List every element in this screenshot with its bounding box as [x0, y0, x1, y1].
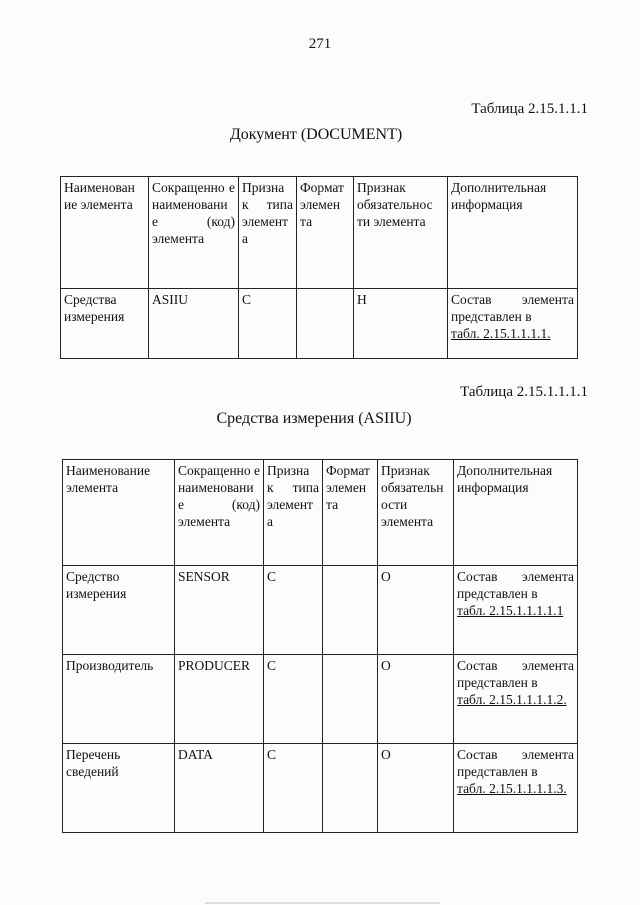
header-cell: Признак обязательн ости элемента: [378, 460, 454, 566]
table-row: [63, 655, 578, 744]
info-text: Состав элемента представлен в: [451, 292, 574, 324]
header-cell-text: Сокращенно е наименовани е (код) элемента: [152, 180, 235, 246]
header-cell: Наименование элемента: [63, 460, 175, 566]
header-cell: [264, 460, 323, 566]
cell-format: [323, 744, 378, 833]
table2-id: Таблица 2.15.1.1.1.1: [460, 384, 588, 400]
cell-code: DATA: [175, 744, 264, 833]
header-cell-text: Призна к типа элемент а: [267, 463, 319, 529]
table-row: [63, 744, 578, 833]
cell-required: О: [378, 566, 454, 655]
cell-name: Перечень сведений: [63, 744, 175, 833]
table-row: [63, 566, 578, 655]
header-cell: [175, 460, 264, 566]
cell-info: [448, 289, 578, 359]
info-text: Состав элемента представлен в: [457, 569, 574, 601]
cell-info: [454, 744, 578, 833]
cell-required: Н: [354, 289, 448, 359]
header-cell: Признак обязательнос ти элемента: [354, 177, 448, 289]
cell-required: О: [378, 655, 454, 744]
header-cell: Формат элемен та: [297, 177, 354, 289]
cell-type: С: [264, 744, 323, 833]
table-reference-link[interactable]: табл. 2.15.1.1.1.1.2.: [457, 692, 567, 707]
table-header-row: [63, 460, 578, 566]
table-reference-link[interactable]: табл. 2.15.1.1.1.1.: [451, 326, 551, 341]
cell-name: Средство измерения: [63, 566, 175, 655]
info-text: Состав элемента представлен в: [457, 747, 574, 779]
table1-id: Таблица 2.15.1.1.1: [471, 101, 588, 117]
page-bottom-divider: [205, 902, 440, 904]
info-text: Состав элемента представлен в: [457, 658, 574, 690]
table-row: [61, 289, 578, 359]
table1-title: Документ (DOCUMENT): [229, 126, 403, 143]
header-cell: [149, 177, 239, 289]
cell-required: О: [378, 744, 454, 833]
page-number: 271: [308, 36, 332, 52]
header-cell: Дополнительная информация: [454, 460, 578, 566]
cell-name: Производитель: [63, 655, 175, 744]
header-cell: Дополнительная информация: [448, 177, 578, 289]
cell-type: С: [264, 655, 323, 744]
cell-code: SENSOR: [175, 566, 264, 655]
cell-type: С: [239, 289, 297, 359]
cell-code: PRODUCER: [175, 655, 264, 744]
document-table: [60, 176, 578, 359]
cell-format: [297, 289, 354, 359]
cell-name: Средства измерения: [61, 289, 149, 359]
cell-info: [454, 566, 578, 655]
asiiu-table: [62, 459, 578, 833]
cell-type: С: [264, 566, 323, 655]
table2-title: Средства измерения (ASIIU): [216, 410, 412, 427]
header-cell: Формат элемен та: [323, 460, 378, 566]
table-header-row: [61, 177, 578, 289]
cell-code: ASIIU: [149, 289, 239, 359]
header-cell-text: Призна к типа элемент а: [242, 180, 293, 246]
header-cell-text: Сокращенно е наименовани е (код) элемента: [178, 463, 261, 529]
header-cell: Наименован ие элемента: [61, 177, 149, 289]
header-cell: [239, 177, 297, 289]
table-reference-link[interactable]: табл. 2.15.1.1.1.1.3.: [457, 781, 567, 796]
table-reference-link[interactable]: табл. 2.15.1.1.1.1.1: [457, 603, 564, 618]
cell-info: [454, 655, 578, 744]
cell-format: [323, 566, 378, 655]
cell-format: [323, 655, 378, 744]
